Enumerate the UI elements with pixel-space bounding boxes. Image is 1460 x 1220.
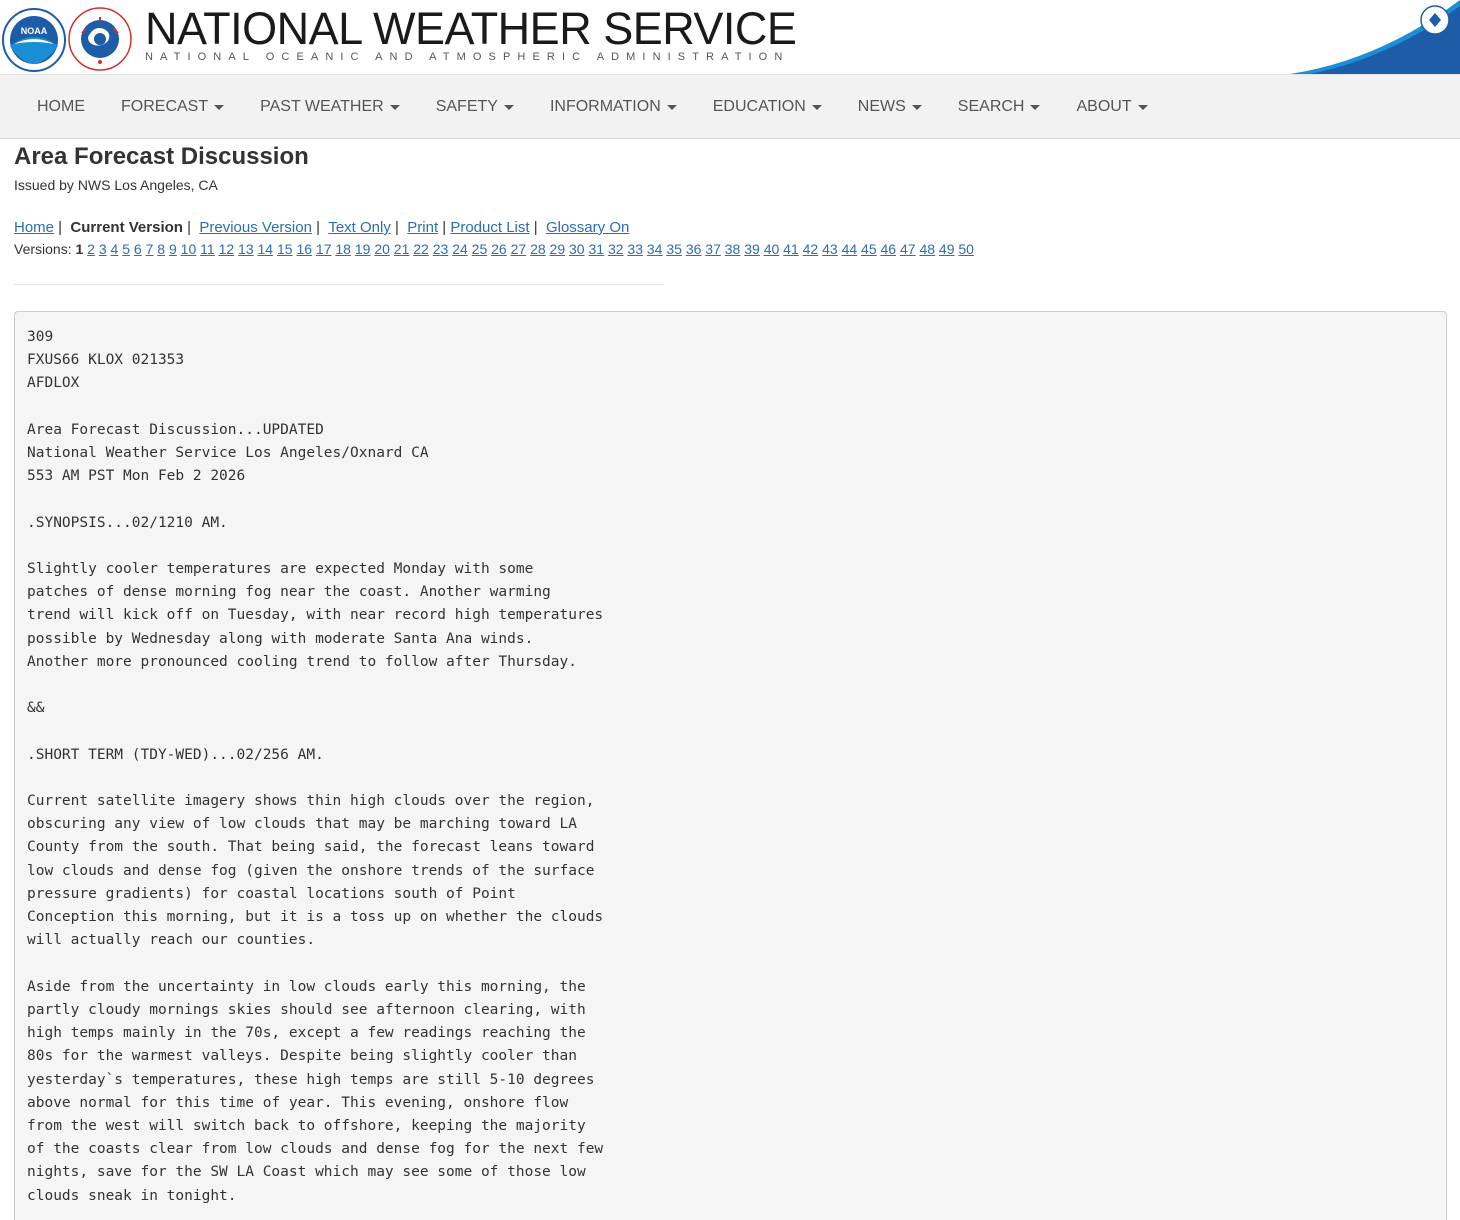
nav-item-education[interactable] [695, 98, 840, 116]
previous-version-link[interactable]: Previous Version [199, 219, 312, 236]
product-links [14, 219, 629, 237]
nav-item-about[interactable] [1058, 98, 1165, 116]
caret-down-icon [912, 105, 922, 110]
product-text: 309 FXUS66 KLOX 021353 AFDLOX Area Forecast Discussion...UPDATED National Weather Service Los Angeles/Oxnard CA 553 AM PST Mon Feb 2 2026 .SYNOPSIS...02/1210 AM. Slightly cooler temperatures are expected Monday with some patches of dense morning fog near the coast. Another warming trend will kick off on Tuesday, with near record high temperatures possible by Wednesday along with moderate Santa Ana winds. Another more pronounced cooling trend to follow after Thursday. && .SHORT TERM (TDY-WED)...02/256 AM. Current satellite imagery shows thin high clouds over the region, obscuring any view of low clouds that may be marching toward LA County from the south. That being said, the forecast leans toward low clouds and dense fog (given the onshore trends of the surface pressure gradients) for coastal locations south of Point Conception this morning, but it is a toss up on whether the clouds will actually reach our counties. Aside from the uncertainty in low clouds early this morning, the partly cloudy mornings skies should see afternoon clearing, with high temps mainly in the 70s, except a few readings reaching the 80s for the warmest valleys. Despite being slightly cooler than yesterday`s temperatures, these high temps are still 5-10 degrees above normal for this time of year. This evening, onshore flow from the west will switch back to offshore, keeping the majority of the coasts clear from low clouds and dense fog for the next few nights, save for the SW LA Coast which may see some of those low clouds sneak in tonight. [27, 329, 604, 1204]
version-link[interactable]: 10 [180, 241, 197, 257]
version-link[interactable]: 2 [87, 241, 95, 257]
nav-item-label: INFORMATION [549, 97, 661, 115]
version-link[interactable]: 14 [257, 241, 274, 257]
nav-item-label: HOME [37, 97, 85, 115]
caret-down-icon [812, 105, 822, 110]
header-swoosh-icon [1290, 0, 1460, 74]
site-title: NATIONAL WEATHER SERVICE [145, 3, 797, 54]
separator: | [390, 219, 408, 236]
version-link[interactable]: 7 [145, 241, 154, 257]
version-link[interactable]: 49 [938, 241, 955, 257]
version-link[interactable]: 18 [335, 241, 351, 257]
caret-down-icon [390, 105, 400, 110]
separator: | [54, 219, 71, 236]
nav-item-label: PAST WEATHER [260, 97, 384, 115]
nav-item-label: FORECAST [121, 97, 209, 115]
version-link[interactable]: 40 [763, 241, 780, 257]
nav-item-label: EDUCATION [712, 97, 806, 115]
separator: | [438, 219, 451, 236]
noaa-logo-icon [2, 8, 66, 72]
nws-logo-icon [68, 7, 132, 71]
version-link[interactable]: 34 [646, 241, 663, 257]
version-link[interactable]: 15 [276, 241, 293, 257]
version-link[interactable]: 16 [296, 241, 313, 257]
version-link[interactable]: 35 [666, 241, 682, 257]
version-link[interactable]: 17 [315, 241, 332, 257]
nav-item-home[interactable] [19, 98, 103, 116]
version-link[interactable]: 4 [110, 241, 119, 257]
site-subtitle: NATIONAL OCEANIC AND ATMOSPHERIC ADMINISTRATION [145, 51, 790, 63]
version-link[interactable]: 13 [238, 241, 254, 257]
nav-item-label: ABOUT [1076, 97, 1132, 115]
nav-item-label: NEWS [857, 97, 906, 115]
nav-item-news[interactable] [840, 98, 940, 116]
version-link[interactable]: 29 [549, 241, 566, 257]
version-link[interactable]: 27 [510, 241, 527, 257]
divider [14, 284, 664, 285]
version-link[interactable]: 50 [958, 241, 974, 257]
version-link[interactable]: 44 [841, 241, 858, 257]
version-link[interactable]: 20 [374, 241, 390, 257]
version-link[interactable]: 5 [122, 241, 131, 257]
separator: | [182, 219, 200, 236]
caret-down-icon [667, 105, 677, 110]
version-link[interactable]: 38 [724, 241, 741, 257]
caret-down-icon [504, 105, 514, 110]
nav-item-label: SAFETY [435, 97, 498, 115]
svg-text:NOAA: NOAA [20, 26, 48, 36]
version-link[interactable]: 37 [705, 241, 721, 257]
version-link[interactable]: 30 [569, 241, 585, 257]
nav-item-label: SEARCH [957, 97, 1025, 115]
version-link[interactable]: 11 [200, 241, 215, 257]
version-link[interactable]: 32 [607, 241, 624, 257]
version-link[interactable]: 43 [822, 241, 838, 257]
site-header [0, 0, 1460, 74]
nav-item-forecast[interactable] [103, 98, 242, 116]
nav-item-information[interactable] [532, 98, 695, 116]
glossary-link[interactable]: Glossary On [545, 219, 630, 236]
version-link[interactable]: 9 [168, 241, 177, 257]
product-list-link[interactable]: Product List [450, 219, 530, 236]
version-link[interactable]: 47 [899, 241, 916, 257]
nav-item-past-weather[interactable] [242, 98, 418, 116]
page-title: Area Forecast Discussion [14, 143, 309, 170]
current-version-label: Current Version [70, 219, 183, 236]
version-link[interactable]: 12 [218, 241, 235, 257]
print-link[interactable]: Print [407, 219, 439, 236]
version-link[interactable]: 36 [685, 241, 702, 257]
issued-by: Issued by NWS Los Angeles, CA [14, 177, 218, 193]
current-version-number: 1 [75, 241, 84, 257]
version-link[interactable]: 31 [588, 241, 605, 257]
version-link[interactable]: 41 [783, 241, 799, 257]
nav-list [0, 75, 1460, 138]
text-only-link[interactable]: Text Only [328, 219, 391, 236]
version-link[interactable]: 33 [627, 241, 643, 257]
nav-item-search[interactable] [940, 98, 1059, 116]
version-link[interactable]: 3 [98, 241, 107, 257]
version-link[interactable]: 26 [491, 241, 507, 257]
version-link[interactable]: 21 [393, 241, 410, 257]
nav-item-safety[interactable] [418, 98, 532, 116]
caret-down-icon [1138, 105, 1148, 110]
caret-down-icon [1030, 105, 1040, 110]
version-link[interactable]: 8 [157, 241, 166, 257]
version-link[interactable]: 22 [413, 241, 429, 257]
separator: | [311, 219, 329, 236]
versions-list [14, 240, 974, 258]
nws-logo[interactable] [68, 7, 132, 74]
version-link[interactable]: 45 [861, 241, 877, 257]
version-link[interactable]: 19 [354, 241, 371, 257]
version-link[interactable]: 23 [432, 241, 449, 257]
product-text-box [14, 311, 1447, 1220]
version-link[interactable]: 25 [471, 241, 488, 257]
version-link[interactable]: 42 [802, 241, 819, 257]
versions-label: Versions: [14, 241, 72, 257]
version-link[interactable]: 6 [133, 241, 142, 257]
version-link[interactable]: 39 [744, 241, 760, 257]
version-link[interactable]: 28 [530, 241, 546, 257]
separator: | [529, 219, 546, 236]
version-link[interactable]: 46 [880, 241, 897, 257]
noaa-logo[interactable] [2, 8, 66, 74]
caret-down-icon [214, 105, 224, 110]
home-link[interactable]: Home [14, 219, 55, 236]
version-link[interactable]: 48 [919, 241, 936, 257]
main-nav [0, 74, 1460, 139]
version-link[interactable]: 24 [452, 241, 468, 257]
